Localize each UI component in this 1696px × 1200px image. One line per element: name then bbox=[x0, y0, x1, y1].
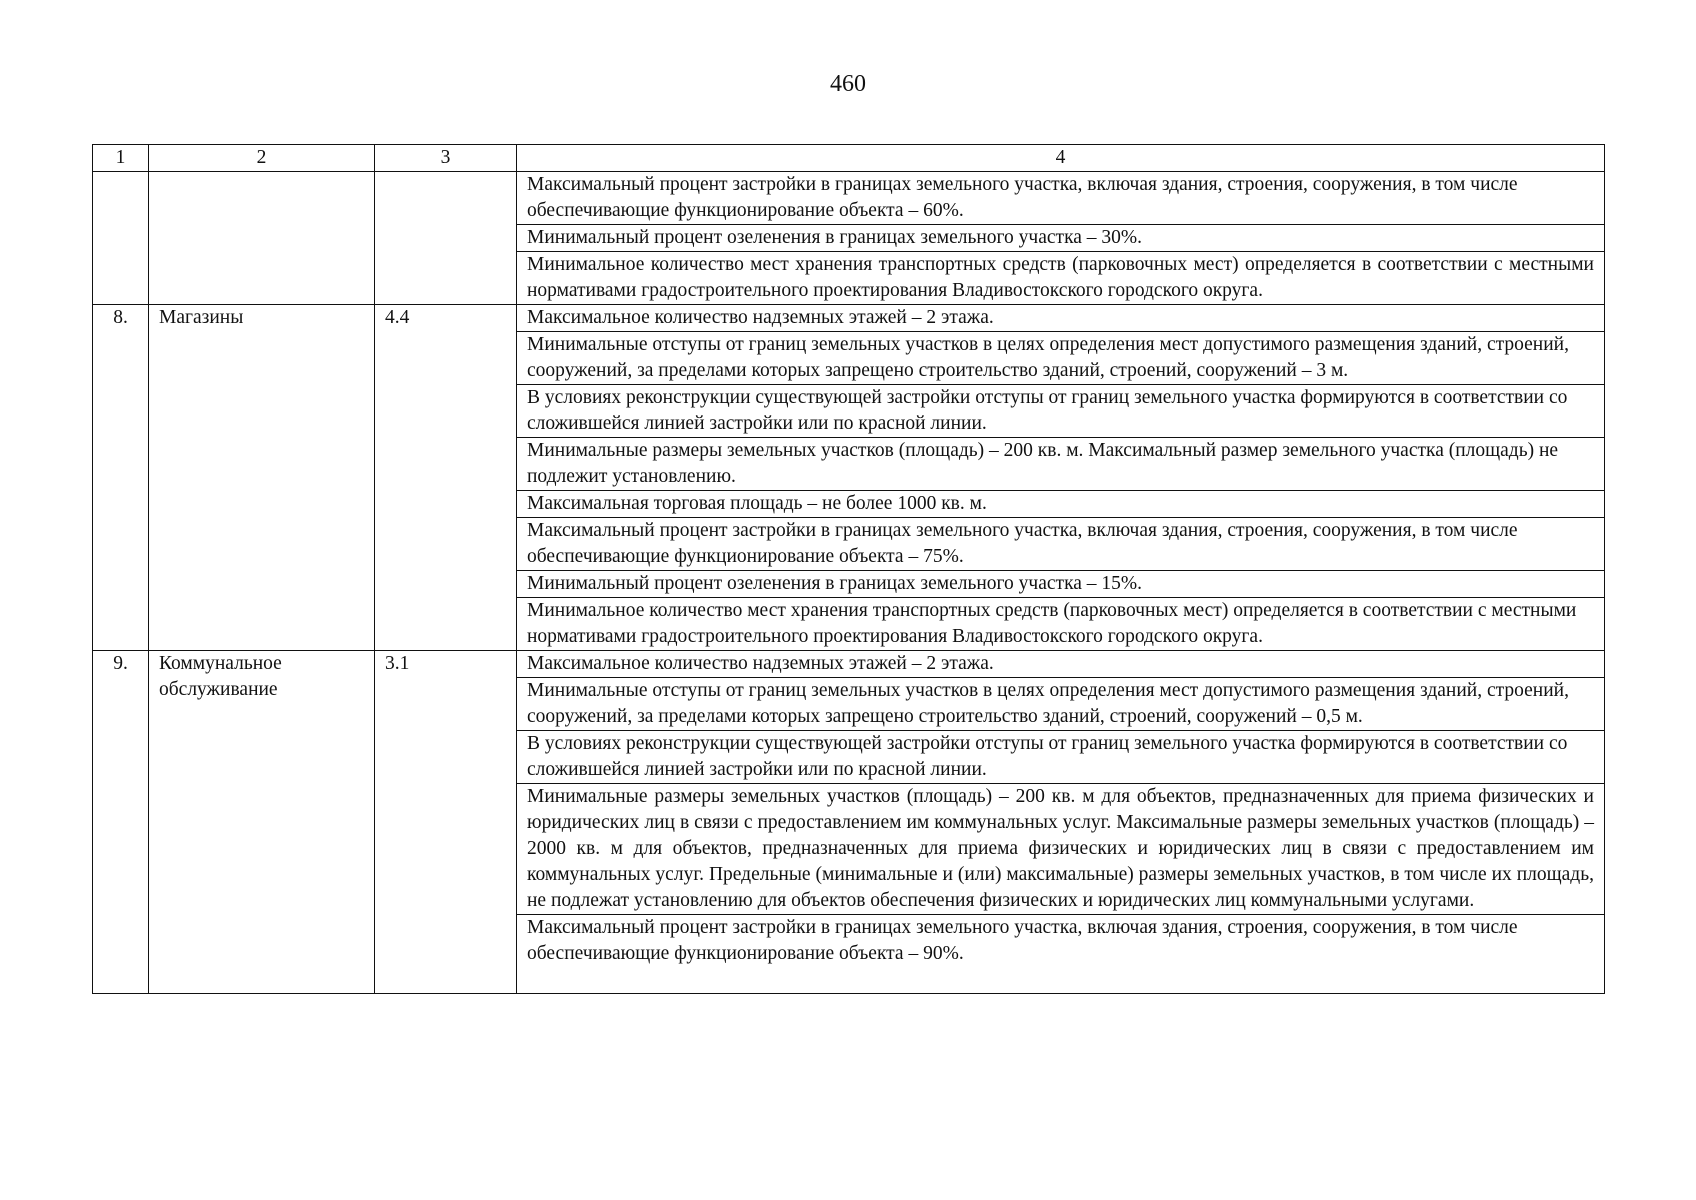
use-type-code: 4.4 bbox=[375, 305, 517, 651]
parameter-cell: Максимальный процент застройки в границах земельного участка, включая здания, строения, сооружения, в том числе обеспечивающие функционирование объекта – 90%. bbox=[517, 915, 1605, 968]
parameter-cell: Минимальное количество мест хранения транспортных средств (парковочных мест) определяется в соответствии с местными нормативами градостроительного проектирования Владивостокского городского округа. bbox=[517, 252, 1605, 305]
parameter-cell: Минимальные отступы от границ земельных участков в целях определения мест допустимого размещения зданий, строений, сооружений, за пределами которых запрещено строительство зданий, строений, сооружений – 3 м. bbox=[517, 332, 1605, 385]
parameter-cell: Минимальные отступы от границ земельных участков в целях определения мест допустимого размещения зданий, строений, сооружений, за пределами которых запрещено строительство зданий, строений, сооружений – 0,5 м. bbox=[517, 678, 1605, 731]
column-number: 2 bbox=[149, 145, 375, 172]
column-number: 4 bbox=[517, 145, 1605, 172]
parameter-cell: Минимальное количество мест хранения транспортных средств (парковочных мест) определяется в соответствии с местными нормативами градостроительного проектирования Владивостокского городского округа. bbox=[517, 598, 1605, 651]
page-number: 460 bbox=[830, 71, 866, 97]
use-type-code: 3.1 bbox=[375, 651, 517, 994]
parameter-cell: Минимальные размеры земельных участков (площадь) – 200 кв. м. Максимальный размер земельного участка (площадь) не подлежит установлению. bbox=[517, 438, 1605, 491]
parameter-cell: Максимальное количество надземных этажей – 2 этажа. bbox=[517, 651, 1605, 678]
row-number: 8. bbox=[93, 305, 149, 651]
parameter-cell: Минимальный процент озеленения в границах земельного участка – 15%. bbox=[517, 571, 1605, 598]
parameter-cell: Максимальное количество надземных этажей – 2 этажа. bbox=[517, 305, 1605, 332]
empty-trailing-cell bbox=[517, 967, 1605, 994]
parameter-cell: В условиях реконструкции существующей застройки отступы от границ земельного участка формируются в соответствии со сложившейся линией застройки или по красной линии. bbox=[517, 731, 1605, 784]
parameter-cell: Минимальный процент озеленения в границах земельного участка – 30%. bbox=[517, 225, 1605, 252]
empty-name-cell bbox=[149, 172, 375, 305]
empty-code-cell bbox=[375, 172, 517, 305]
table-row bbox=[93, 305, 1605, 332]
parameter-cell: Максимальный процент застройки в границах земельного участка, включая здания, строения, сооружения, в том числе обеспечивающие функционирование объекта – 75%. bbox=[517, 518, 1605, 571]
parameter-cell: Максимальный процент застройки в границах земельного участка, включая здания, строения, сооружения, в том числе обеспечивающие функционирование объекта – 60%. bbox=[517, 172, 1605, 225]
column-number: 3 bbox=[375, 145, 517, 172]
parameter-cell: Минимальные размеры земельных участков (площадь) – 200 кв. м для объектов, предназначенных для приема физических и юридических лиц в связи с предоставлением им коммунальных услуг. Максимальные размеры земельных участков (площадь) – 2000 кв. м для объектов, предназначенных для приема физических и юридических лиц в связи с предоставлением им коммунальных услуг. Предельные (минимальные и (или) максимальные) размеры земельных участков, в том числе их площадь, не подлежат установлению для объектов обеспечения физических и юридических лиц коммунальными услугами. bbox=[517, 784, 1605, 915]
row-number: 9. bbox=[93, 651, 149, 994]
empty-number-cell bbox=[93, 172, 149, 305]
parameter-cell: В условиях реконструкции существующей застройки отступы от границ земельного участка формируются в соответствии со сложившейся линией застройки или по красной линии. bbox=[517, 385, 1605, 438]
parameter-cell: Максимальная торговая площадь – не более 1000 кв. м. bbox=[517, 491, 1605, 518]
column-numbers-row bbox=[93, 145, 1605, 172]
regulations-table bbox=[92, 144, 1605, 994]
column-number: 1 bbox=[93, 145, 149, 172]
table-row bbox=[93, 172, 1605, 225]
use-type-name: Коммунальное обслуживание bbox=[149, 651, 375, 994]
table-row bbox=[93, 651, 1605, 678]
use-type-name: Магазины bbox=[149, 305, 375, 651]
